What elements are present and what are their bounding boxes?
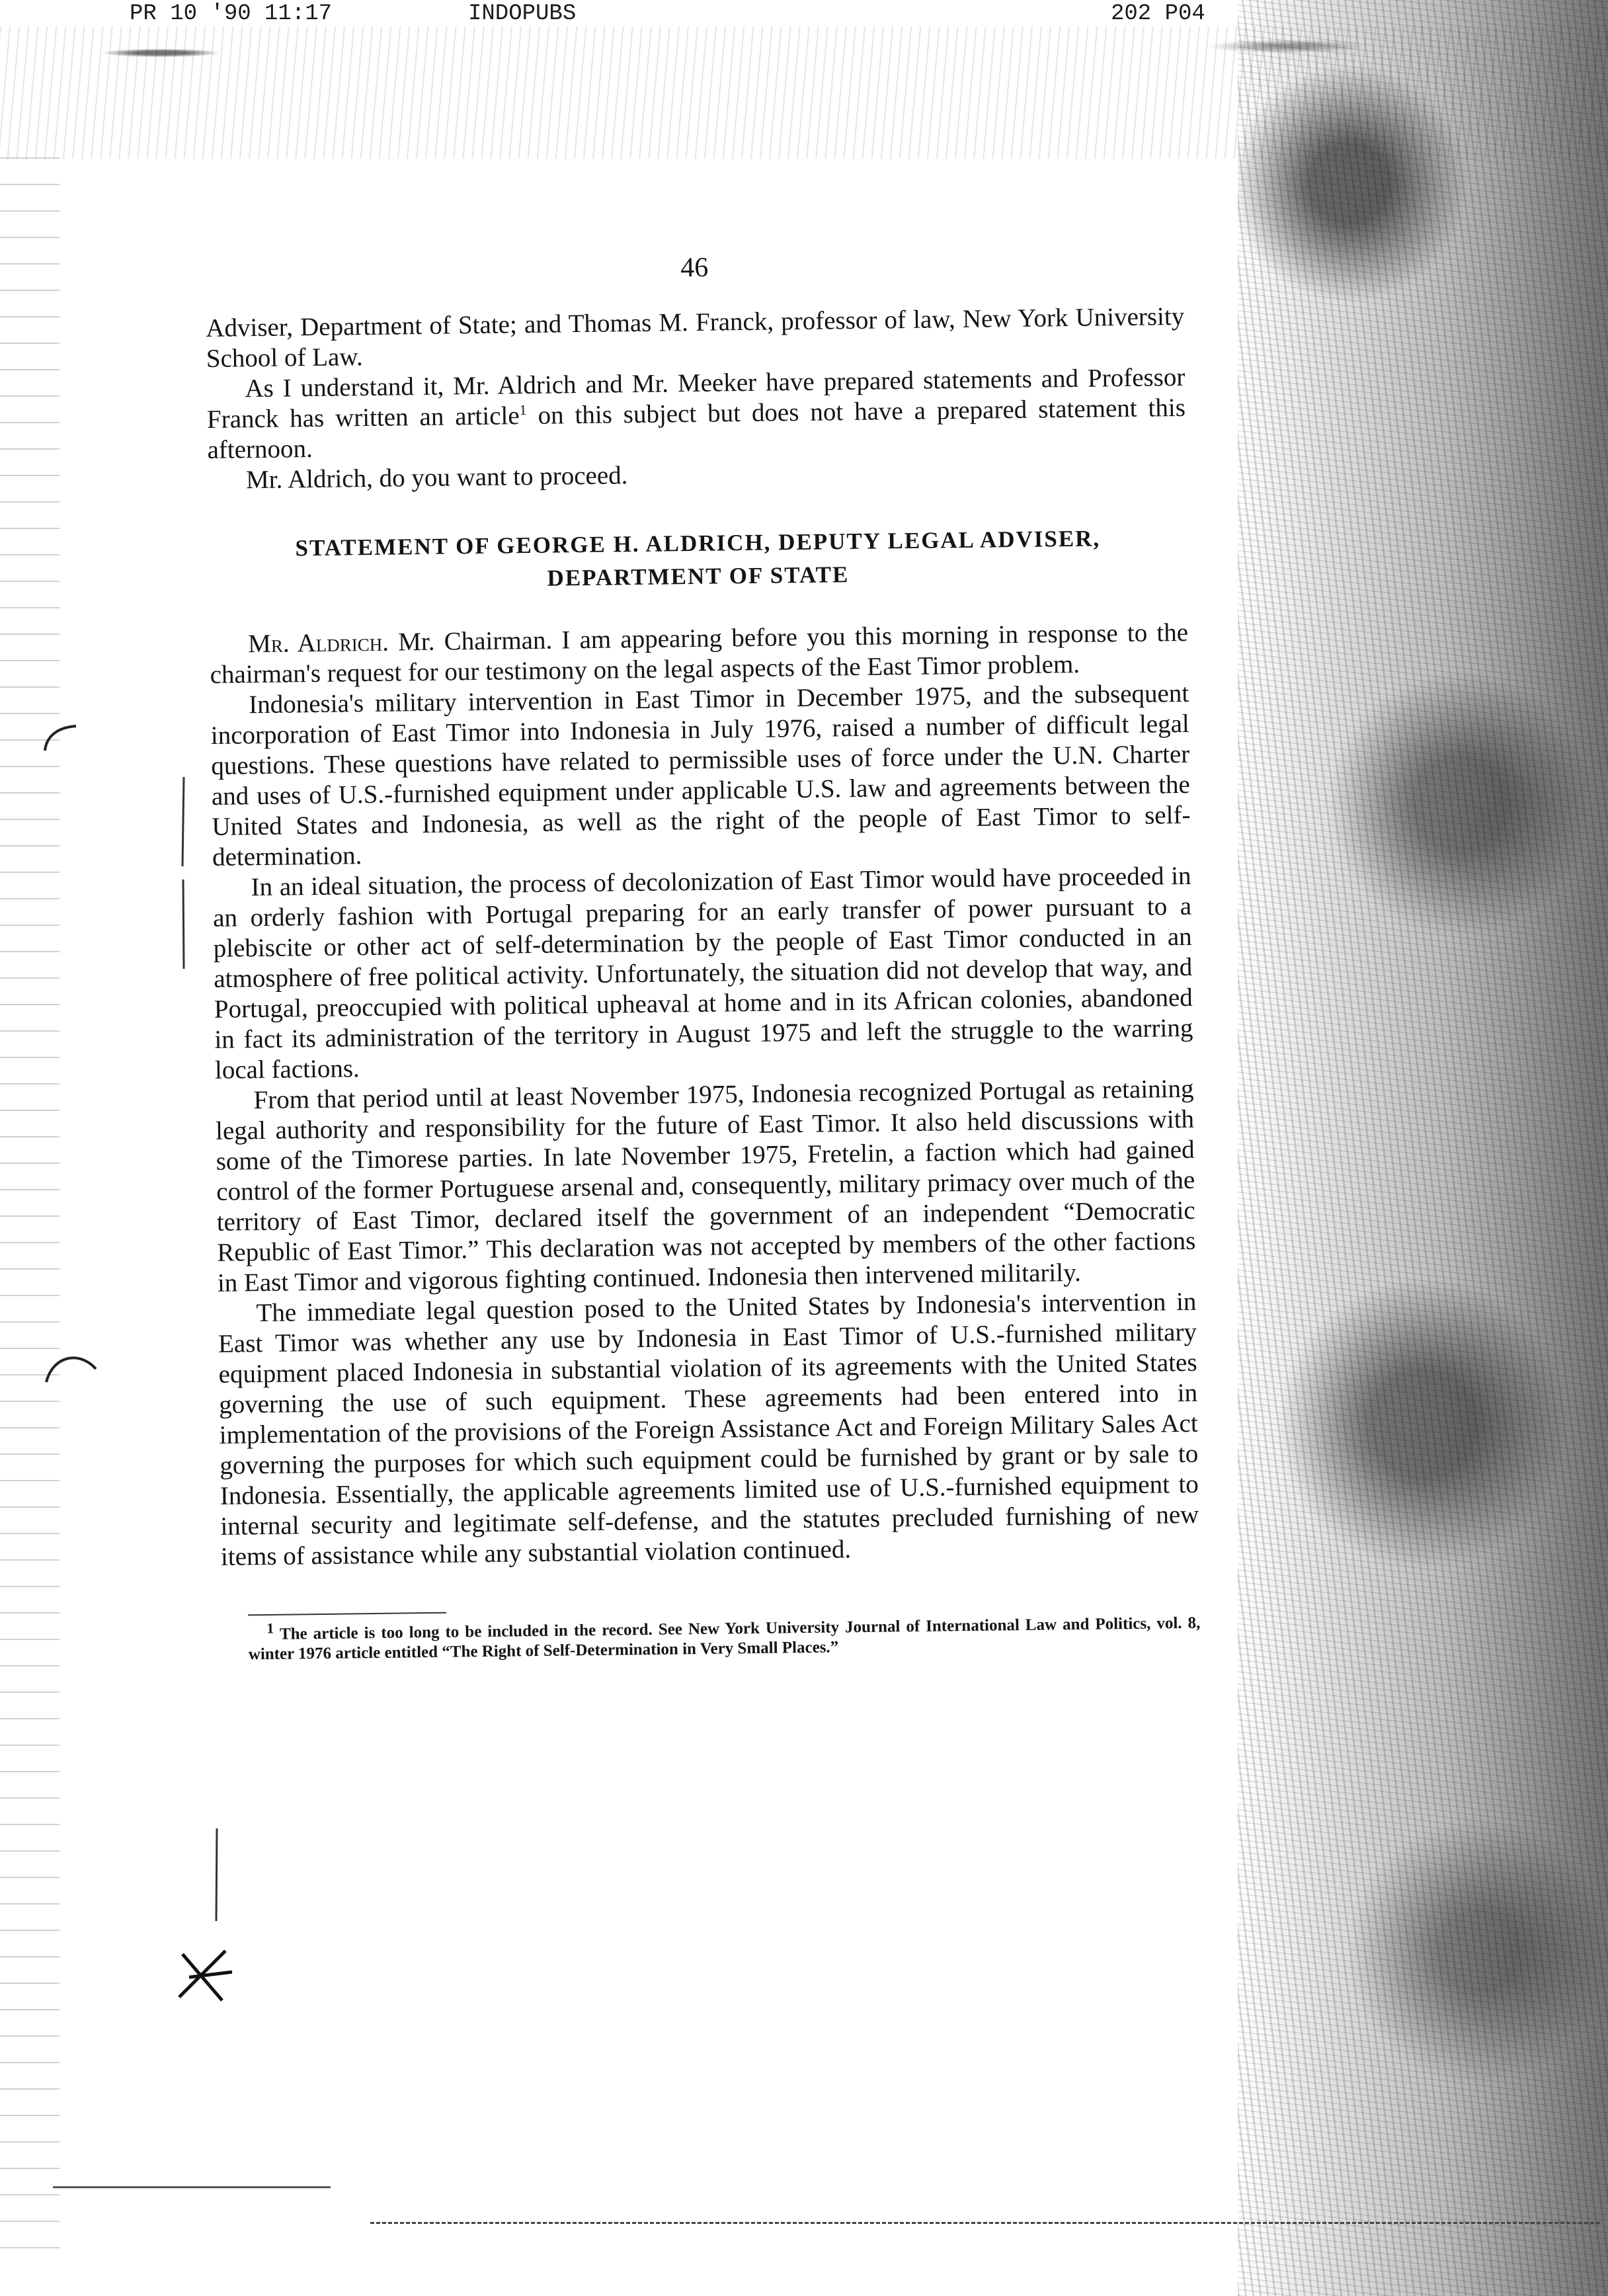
footnote-mark: 1	[266, 1620, 274, 1637]
footnote-text: The article is too long to be included in the record. See New York University Journal of International Law and Politics, vol. 8, winter 1976 article entitled “The Right of Self-Determination in Very Small Places.”	[248, 1614, 1201, 1664]
heading-line: STATEMENT OF GEORGE H. ALDRICH, DEPUTY LEGAL ADVISER,	[295, 525, 1101, 561]
scan-noise-left-edge	[0, 132, 60, 2248]
fax-datetime: PR 10 '90 11:17	[130, 1, 333, 26]
scan-noise-right-edge	[1238, 0, 1608, 2296]
section-heading	[208, 521, 1187, 599]
bottom-left-rule	[53, 2186, 331, 2188]
paragraph: Indonesia's military intervention in East Timor in December 1975, and the subsequent incorporation of East Timor into Indonesia in July 1976, raised a number of difficult legal questions. These questions have related to permissible uses of force under the U.N. Charter and uses of U.S.-furnished equipment under applicable U.S. law and agreements between the United States and Indonesia, as well as the right of the people of East Timor to self-determination.	[210, 678, 1191, 872]
margin-vertical-line-icon	[177, 774, 190, 972]
speaker-name: Mr. Aldrich.	[247, 628, 389, 659]
page-content	[205, 246, 1201, 1665]
margin-bracket-icon	[40, 1342, 99, 1395]
paragraph-text: Mr. Chairman. I am appearing before you this morning in response to the chairman's request for our testimony on the legal aspects of the East Timor problem.	[210, 618, 1189, 689]
page-number: 46	[680, 252, 709, 284]
paragraph: From that period until at least November 1975, Indonesia recognized Portugal as retaining legal authority and responsibility for the future of East Timor. It also held discussions with some of the Timorese parties. In late November 1975, Fretelin, a faction which had gained control of the former Portuguese arsenal and, consequently, military primacy over much of the territory of East Timor, declared itself the government of an independent “Democratic Republic of East Timor.” This declaration was not accepted by members of the other factions in East Timor and vigorous fighting continued. Indonesia then intervened militarily.	[215, 1074, 1196, 1297]
paragraph-text: on this subject but does not have a prepared statement this afternoon.	[207, 393, 1186, 464]
paragraph-text: As I understand it, Mr. Aldrich and Mr. Meeker have prepared statements and Professor Franck has written an article	[206, 362, 1186, 434]
paragraph	[210, 618, 1189, 690]
fax-header	[0, 0, 1608, 40]
footnote-ref: 1	[519, 401, 527, 419]
scan-noise-top	[0, 26, 1608, 159]
paragraph	[206, 362, 1186, 466]
fax-page-code: 202 P04	[1111, 1, 1205, 26]
paragraph: Adviser, Department of State; and Thomas M. Franck, professor of law, New York University School of Law.	[206, 302, 1185, 373]
bottom-dashed-line	[370, 2222, 1600, 2224]
fax-sender: INDOPUBS	[468, 1, 577, 26]
footnote	[248, 1614, 1201, 1665]
margin-bracket-icon	[40, 721, 79, 774]
heading-line: DEPARTMENT OF STATE	[547, 561, 850, 591]
margin-x-mark-icon	[169, 1938, 242, 2010]
footnote-divider	[248, 1612, 446, 1616]
margin-vertical-line-icon	[210, 1825, 223, 1924]
paragraph: The immediate legal question posed to the United States by Indonesia's intervention in East Timor was whether any use by Indonesia in East Timor of U.S.-furnished military equipment placed Indonesia in substantial violation of its agreements with the United States governing the use of such equipment. These agreements had been entered into in implementation of the provisions of the Foreign Assistance Act and Foreign Military Sales Act governing the purposes for which such equipment could be furnished by grant or by sale to Indonesia. Essentially, the applicable agreements limited use of U.S.-furnished equipment to internal security and legitimate self-defense, and the statutes precluded furnishing of new items of assistance while any substantial violation continued.	[218, 1287, 1199, 1571]
paragraph: In an ideal situation, the process of decolonization of East Timor would have proceeded in an orderly fashion with Portugal preparing for an early transfer of power pursuant to a plebiscite or other act of self-determination by the people of East Timor conducted in an atmosphere of free political activity. Unfortunately, the situation did not develop that way, and Portugal, preoccupied with political upheaval at home and in its African colonies, abandoned in fact its administration of the territory in August 1975 and left the struggle to the warring local factions.	[212, 861, 1193, 1085]
paragraph: Mr. Aldrich, do you want to proceed.	[245, 461, 628, 495]
